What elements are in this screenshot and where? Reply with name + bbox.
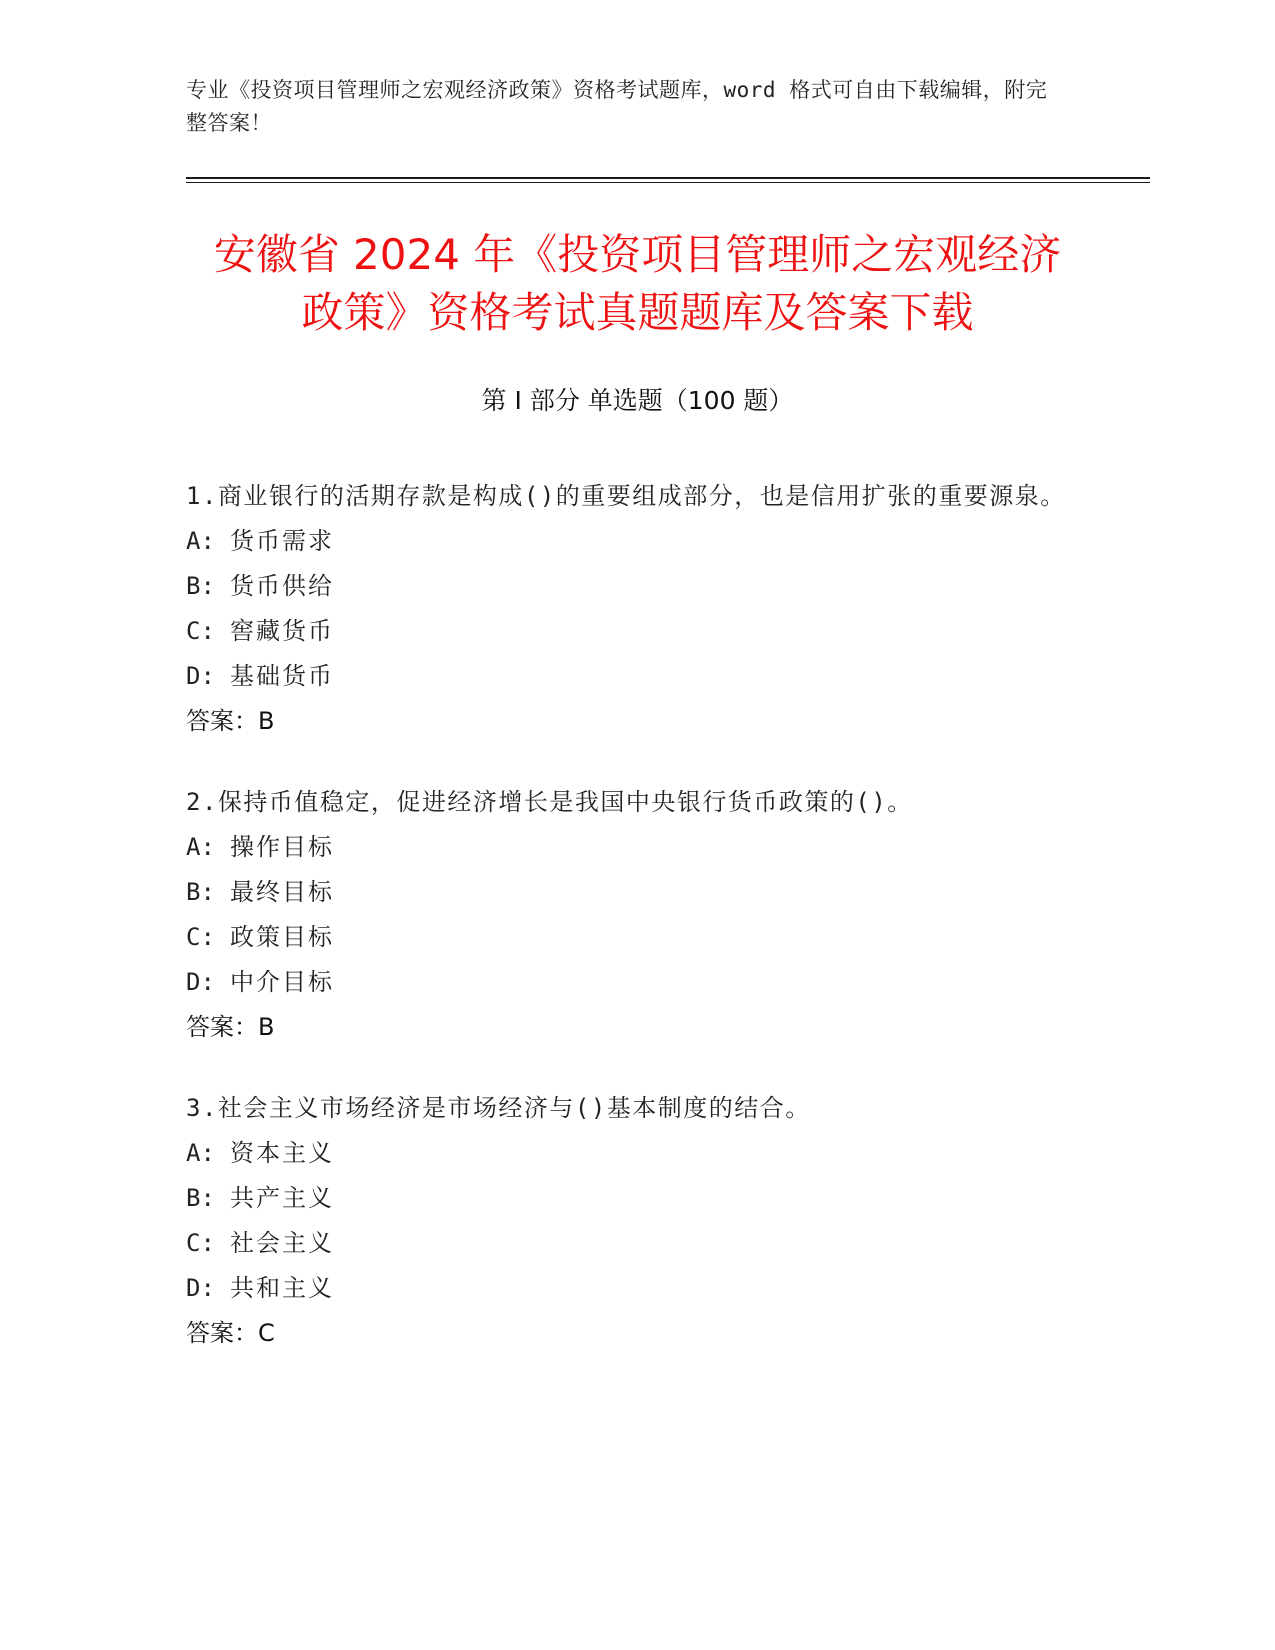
- option-text: 货币需求: [230, 527, 334, 555]
- option-b: [186, 870, 1066, 915]
- header-rule-thick: [186, 177, 1150, 179]
- option-d: [186, 1266, 1066, 1311]
- question-3: [186, 1086, 1066, 1356]
- option-c: [186, 1221, 1066, 1266]
- option-text: 窖藏货币: [230, 617, 334, 645]
- option-c: [186, 609, 1066, 654]
- option-a: [186, 825, 1066, 870]
- question-1: [186, 474, 1066, 744]
- answer-line: 答案：B: [186, 707, 275, 735]
- option-text: 共产主义: [230, 1184, 334, 1212]
- option-letter: D:: [186, 968, 215, 996]
- header-note: 专业《投资项目管理师之宏观经济政策》资格考试题库，word 格式可自由下载编辑，附完整答案！: [186, 78, 1048, 135]
- option-d: [186, 654, 1066, 699]
- option-text: 资本主义: [230, 1139, 334, 1167]
- option-letter: C:: [186, 1229, 215, 1257]
- question-list: [186, 474, 1066, 1392]
- option-b: [186, 564, 1066, 609]
- option-letter: A:: [186, 1139, 215, 1167]
- option-text: 操作目标: [230, 833, 334, 861]
- option-text: 政策目标: [230, 923, 334, 951]
- answer-line: 答案：C: [186, 1319, 275, 1347]
- answer-line: 答案：B: [186, 1013, 275, 1041]
- title-line-2: 政策》资格考试真题题库及答案下载: [301, 288, 974, 337]
- option-letter: C:: [186, 617, 215, 645]
- option-letter: D:: [186, 662, 215, 690]
- option-a: [186, 519, 1066, 564]
- option-b: [186, 1176, 1066, 1221]
- question-2: [186, 780, 1066, 1050]
- option-letter: B:: [186, 1184, 215, 1212]
- question-stem: 1.商业银行的活期存款是构成()的重要组成部分，也是信用扩张的重要源泉。: [186, 482, 1066, 510]
- title-line-1: 安徽省 2024 年《投资项目管理师之宏观经济: [213, 230, 1062, 279]
- option-letter: B:: [186, 878, 215, 906]
- option-letter: B:: [186, 572, 215, 600]
- question-stem: 2.保持币值稳定，促进经济增长是我国中央银行货币政策的()。: [186, 788, 913, 816]
- option-text: 共和主义: [230, 1274, 334, 1302]
- option-text: 基础货币: [230, 662, 334, 690]
- document-title: [150, 226, 1125, 342]
- option-letter: A:: [186, 527, 215, 555]
- option-letter: C:: [186, 923, 215, 951]
- option-letter: D:: [186, 1274, 215, 1302]
- option-text: 最终目标: [230, 878, 334, 906]
- question-stem: 3.社会主义市场经济是市场经济与()基本制度的结合。: [186, 1094, 811, 1122]
- option-text: 社会主义: [230, 1229, 334, 1257]
- option-d: [186, 960, 1066, 1005]
- option-a: [186, 1131, 1066, 1176]
- section-heading: 第 I 部分 单选题（100 题）: [481, 386, 794, 415]
- option-text: 中介目标: [230, 968, 334, 996]
- option-c: [186, 915, 1066, 960]
- option-text: 货币供给: [230, 572, 334, 600]
- option-letter: A:: [186, 833, 215, 861]
- header-rule-thin: [186, 182, 1150, 183]
